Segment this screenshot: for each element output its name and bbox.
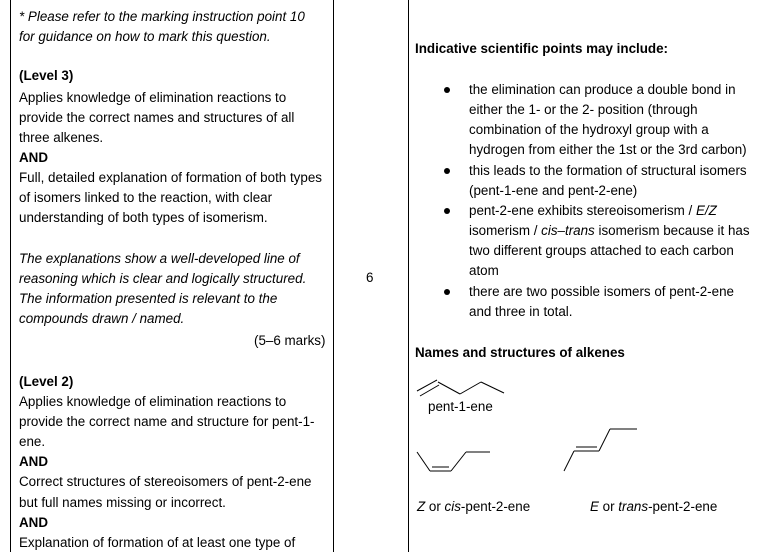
pent-1-ene-label: pent-1-ene: [428, 399, 493, 414]
text-line: provide the correct names and structures of all: [19, 110, 295, 125]
text-line: Correct structures of stereoisomers of pent-2-ene: [19, 474, 312, 489]
text-line: Explanation of formation of at least one type of: [19, 535, 296, 550]
bullet-text: and three in total.: [469, 304, 573, 319]
italic-line: The information presented is relevant to the: [19, 291, 278, 306]
bullet-text: two different groups attached to each carbon: [469, 243, 734, 258]
table-border-mid1: [333, 0, 334, 552]
bullet-text: there are two possible isomers of pent-2-ene: [469, 284, 734, 299]
bullet-text: this leads to the formation of structural isomers: [469, 163, 747, 178]
and-label: AND: [19, 515, 49, 530]
note-line: for guidance on how to mark this question.: [19, 29, 271, 44]
text-line: provide the correct name and structure for pent-1-: [19, 414, 315, 429]
bullet-icon: [444, 87, 450, 93]
and-label: AND: [19, 150, 49, 165]
z-pent-2-ene-label: Z or cis-pent-2-ene: [417, 499, 531, 514]
bullet-icon: [444, 168, 450, 174]
z-pent-2-ene-structure: [415, 440, 495, 480]
italic-line: compounds drawn / named.: [19, 311, 185, 326]
text-line: Applies knowledge of elimination reactions to: [19, 394, 287, 409]
table-border-mid2: [408, 0, 409, 552]
text-line: Applies knowledge of elimination reactions to: [19, 90, 287, 105]
bullet-text: isomerism / cis–trans isomerism because it has: [469, 223, 750, 238]
bullet-text: combination of the hydroxyl group with a: [469, 122, 709, 137]
text-line: three alkenes.: [19, 130, 104, 145]
table-border-left: [10, 0, 11, 552]
level3-title: (Level 3): [19, 68, 74, 83]
bullet-text: pent-2-ene exhibits stereoisomerism / E/Z: [469, 203, 717, 218]
bullet-icon: [444, 208, 450, 214]
e-pent-2-ene-label: E or trans-pent-2-ene: [590, 499, 718, 514]
text-line: understanding of both types of isomerism.: [19, 210, 268, 225]
and-label: AND: [19, 454, 49, 469]
bullet-text: the elimination can produce a double bond in: [469, 82, 736, 97]
bullet-icon: [444, 289, 450, 295]
level3-marks: (5–6 marks): [254, 333, 326, 348]
names-structures-heading: Names and structures of alkenes: [415, 345, 625, 360]
bullet-text: hydrogen from either the 1st or the 3rd carbon): [469, 142, 747, 157]
bullet-text: (pent-1-ene and pent-2-ene): [469, 183, 638, 198]
text-line: ene.: [19, 434, 46, 449]
bullet-text: atom: [469, 263, 499, 278]
indicative-heading: Indicative scientific points may include:: [415, 41, 668, 56]
italic-line: The explanations show a well-developed line of: [19, 251, 300, 266]
note-line: * Please refer to the marking instruction point 10: [19, 9, 305, 24]
level2-title: (Level 2): [19, 374, 74, 389]
text-line: but full names missing or incorrect.: [19, 495, 226, 510]
total-mark: 6: [366, 270, 374, 285]
italic-line: reasoning which is clear and logically structured.: [19, 271, 307, 286]
bullet-text: either the 1- or the 2- position (through: [469, 102, 698, 117]
text-line: of isomers linked to the reaction, with clear: [19, 190, 273, 205]
e-pent-2-ene-structure: [562, 420, 642, 475]
text-line: Full, detailed explanation of formation of both types: [19, 170, 322, 185]
